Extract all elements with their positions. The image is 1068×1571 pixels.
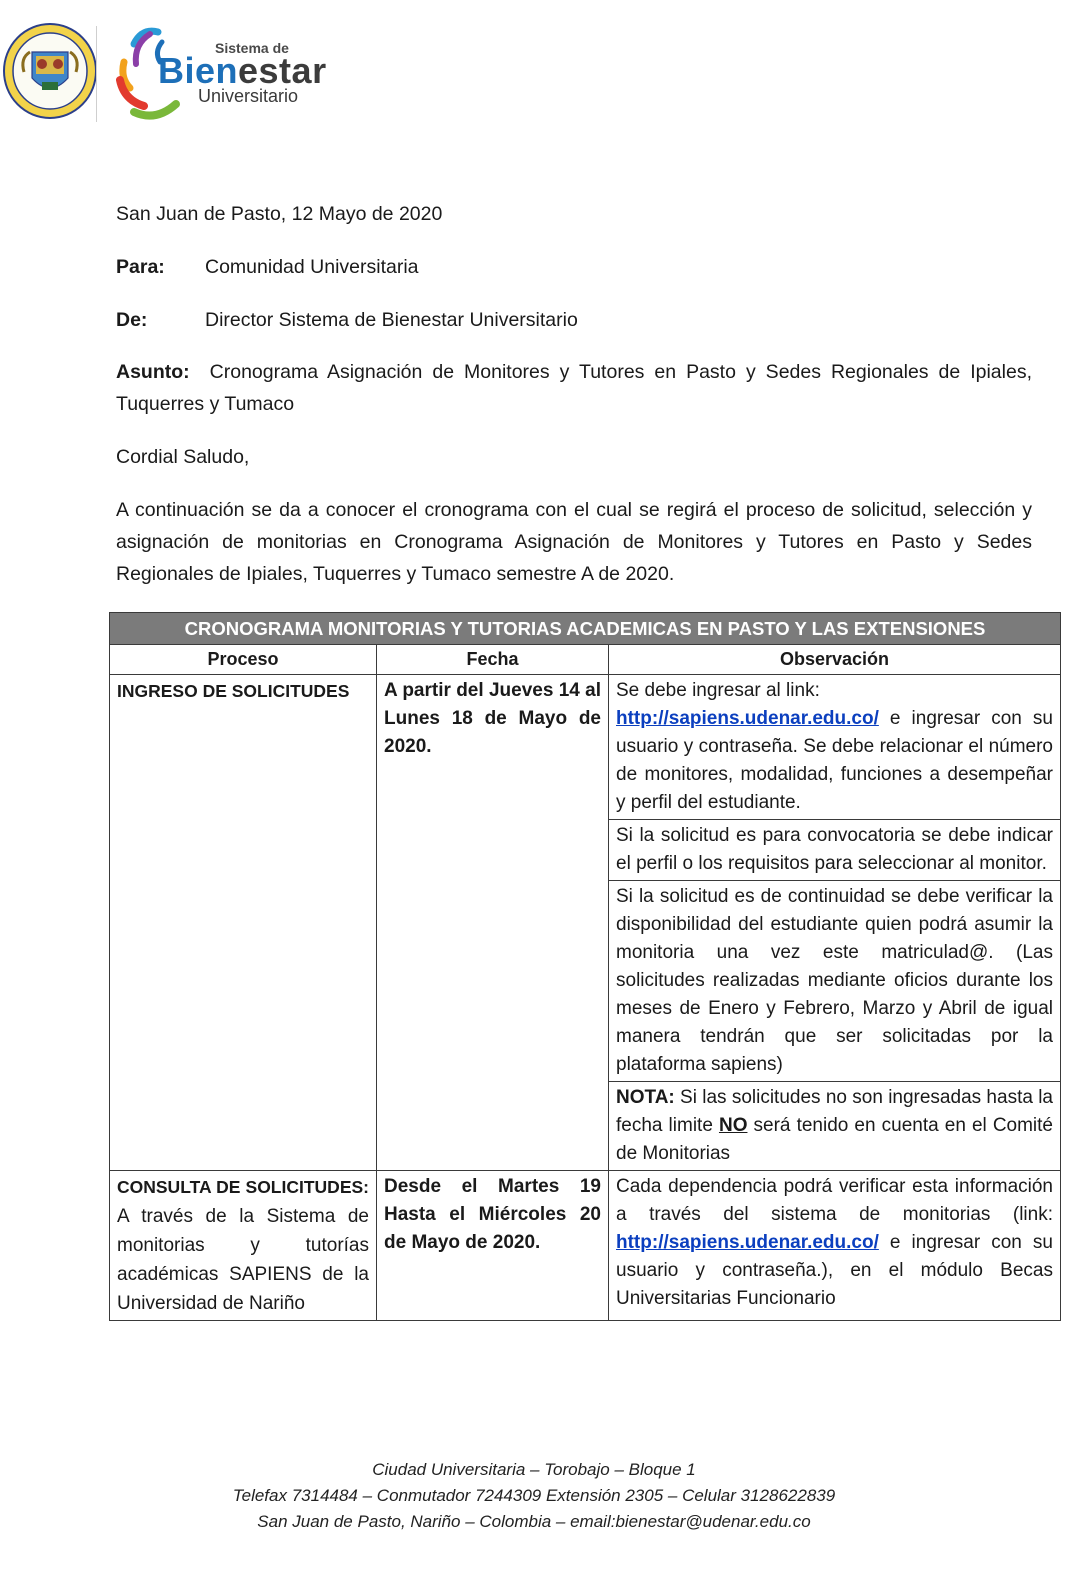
header-fecha: Fecha [377,645,609,675]
para-label: Para: [116,256,165,278]
row2-fecha: Desde el Martes 19 Hasta el Miércoles 20 de Mayo de 2020. [377,1171,609,1321]
header-proceso: Proceso [110,645,377,675]
row1-obs1-b: e ingresar con su usuario y contraseña. Se debe relacionar el número de monitores, modalidad, funciones a desempeñar y perfil del estudiante. [616,708,1053,813]
para-line [116,255,419,279]
table-row [110,675,1061,820]
de-line [116,308,578,332]
row2-proceso-title: CONSULTA DE SOLICITUDES: [117,1177,369,1197]
footer-line-2: Telefax 7314484 – Conmutador 7244309 Extensión 2305 – Celular 3128622839 [232,1486,836,1505]
row2-proceso [110,1171,377,1321]
row2-proceso-text: A través de la Sistema de monitorias y tutorías académicas SAPIENS de la Universidad de Nariño [117,1206,369,1314]
table-title: CRONOGRAMA MONITORIAS Y TUTORIAS ACADEMICAS EN PASTO Y LAS EXTENSIONES [110,613,1061,645]
footer-line-1: Ciudad Universitaria – Torobajo – Bloque 1 [372,1460,696,1479]
row1-obs4-a: Si las solicitudes no son ingresadas hasta la fecha limite [616,1087,1053,1136]
letterhead [0,0,1068,140]
university-seal-icon [2,22,98,120]
logo-sub-text: Universitario [198,86,299,106]
de-value: Director Sistema de Bienestar Universitario [205,309,578,331]
row1-observacion-2: Si la solicitud es para convocatoria se debe indicar el perfil o los requisitos para seleccionar al monitor. [609,820,1061,881]
greeting: Cordial Saludo, [116,446,250,468]
table-row [110,1171,1061,1321]
letter-date: San Juan de Pasto, 12 Mayo de 2020 [116,203,443,225]
logo-main-c: estar [238,50,327,91]
de-label: De: [116,309,148,331]
body-paragraph: A continuación se da a conocer el cronograma con el cual se regirá el proceso de solicitud, selección y asignación de monitorias en Cronograma Asignación de Monitores y Tutores en Pasto y Sedes Regionales de Ipiales, Tuquerres y Tumaco semestre A de 2020. [116,499,1032,585]
nota-label: NOTA: [616,1087,675,1108]
asunto-line [116,356,1032,420]
header-divider [96,26,97,122]
logo-small-text: Sistema de [215,40,289,56]
row1-proceso: INGRESO DE SOLICITUDES [110,675,377,1171]
sapiens-link[interactable]: http://sapiens.udenar.edu.co/ [616,708,879,729]
row1-obs1-a: Se debe ingresar al link: [616,680,820,701]
row1-fecha: A partir del Jueves 14 al Lunes 18 de Mayo de 2020. [377,675,609,1171]
bienestar-logo [114,22,374,130]
sapiens-link-2[interactable]: http://sapiens.udenar.edu.co/ [616,1232,879,1253]
footer-line-3: San Juan de Pasto, Nariño – Colombia – email:bienestar@udenar.edu.co [257,1512,811,1531]
logo-main-b: en [195,50,239,91]
row1-observacion-3: Si la solicitud es de continuidad se debe verificar la disponibilidad del estudiante quien podrá asumir la monitoria una vez este matriculad@. (Las solicitudes realizadas mediante oficios durante los meses de Enero y Febrero, Marzo y Abril de igual manera tendrán que ser solicitadas por la plataforma sapiens) [609,881,1061,1082]
header-observacion: Observación [609,645,1061,675]
logo-main-a: Bi [158,50,195,91]
row1-obs4-no: NO [718,1115,748,1136]
row1-obs4-b: será tenido en cuenta en el Comité de Monitorias [616,1115,1053,1164]
row1-observacion-4 [609,1082,1061,1171]
row1-observacion-1 [609,675,1061,820]
asunto-label: Asunto: [116,361,190,383]
para-value: Comunidad Universitaria [205,256,419,278]
row2-obs-b: e ingresar con su usuario y contraseña.), en el módulo Becas Universitarias Funcionario [616,1232,1053,1309]
schedule-table [109,612,1061,1321]
asunto-value: Cronograma Asignación de Monitores y Tutores en Pasto y Sedes Regionales de Ipiales, Tuquerres y Tumaco [116,361,1032,415]
row2-observacion [609,1171,1061,1321]
row2-obs-a: Cada dependencia podrá verificar esta información a través del sistema de monitorias (link: [616,1176,1053,1225]
